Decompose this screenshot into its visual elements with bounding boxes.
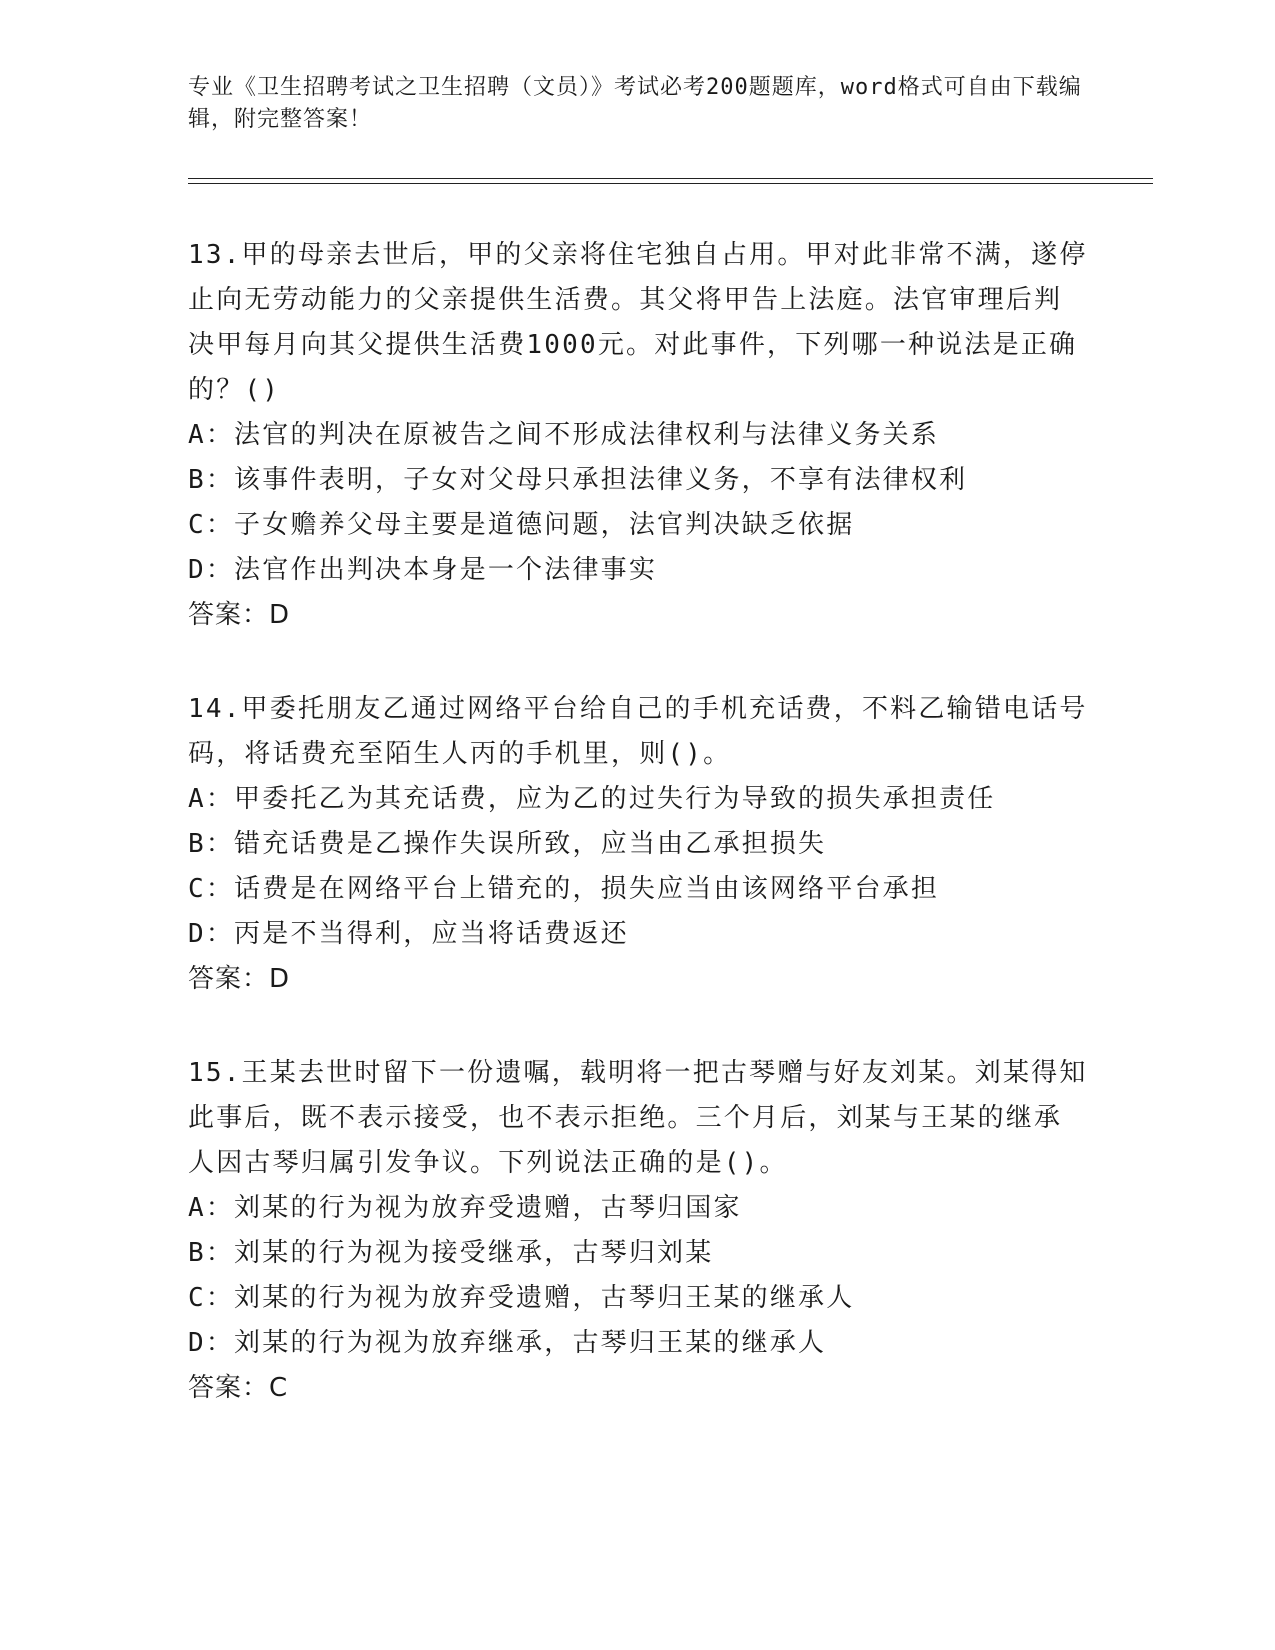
option-a: A：刘某的行为视为放弃受遗赠，古琴归国家 xyxy=(188,1193,742,1223)
option-c: C：子女赡养父母主要是道德问题，法官判决缺乏依据 xyxy=(188,510,855,540)
question-14 xyxy=(188,687,1088,1002)
option-c: C：刘某的行为视为放弃受遗赠，古琴归王某的继承人 xyxy=(188,1283,855,1313)
header-divider-bottom xyxy=(188,183,1153,184)
answer-line: 答案：D xyxy=(188,600,291,630)
question-stem: 15.王某去世时留下一份遗嘱，载明将一把古琴赠与好友刘某。刘某得知此事后，既不表示接受，也不表示拒绝。三个月后，刘某与王某的继承人因古琴归属引发争议。下列说法正确的是()。 xyxy=(188,1058,1088,1178)
document-header: 专业《卫生招聘考试之卫生招聘（文员）》考试必考200题题库，word格式可自由下载编辑，附完整答案！ xyxy=(188,75,1082,132)
question-stem: 13.甲的母亲去世后，甲的父亲将住宅独自占用。甲对此非常不满，遂停止向无劳动能力的父亲提供生活费。其父将甲告上法庭。法官审理后判决甲每月向其父提供生活费1000元。对此事件，下列哪一种说法是正确的？() xyxy=(188,240,1088,405)
option-d: D：刘某的行为视为放弃继承，古琴归王某的继承人 xyxy=(188,1328,827,1358)
option-d: D：丙是不当得利，应当将话费返还 xyxy=(188,919,629,949)
option-a: A：法官的判决在原被告之间不形成法律权利与法律义务关系 xyxy=(188,420,940,450)
option-a: A：甲委托乙为其充话费，应为乙的过失行为导致的损失承担责任 xyxy=(188,784,996,814)
option-b: B：刘某的行为视为接受继承，古琴归刘某 xyxy=(188,1238,714,1268)
option-b: B：错充话费是乙操作失误所致，应当由乙承担损失 xyxy=(188,829,827,859)
option-b: B：该事件表明，子女对父母只承担法律义务，不享有法律权利 xyxy=(188,465,968,495)
option-c: C：话费是在网络平台上错充的，损失应当由该网络平台承担 xyxy=(188,874,940,904)
question-13 xyxy=(188,233,1088,638)
option-d: D：法官作出判决本身是一个法律事实 xyxy=(188,555,658,585)
question-stem: 14.甲委托朋友乙通过网络平台给自己的手机充话费，不料乙输错电话号码，将话费充至陌生人丙的手机里，则()。 xyxy=(188,694,1088,769)
answer-line: 答案：C xyxy=(188,1373,289,1403)
question-15 xyxy=(188,1051,1088,1411)
answer-line: 答案：D xyxy=(188,964,291,994)
header-divider-top xyxy=(188,178,1153,179)
